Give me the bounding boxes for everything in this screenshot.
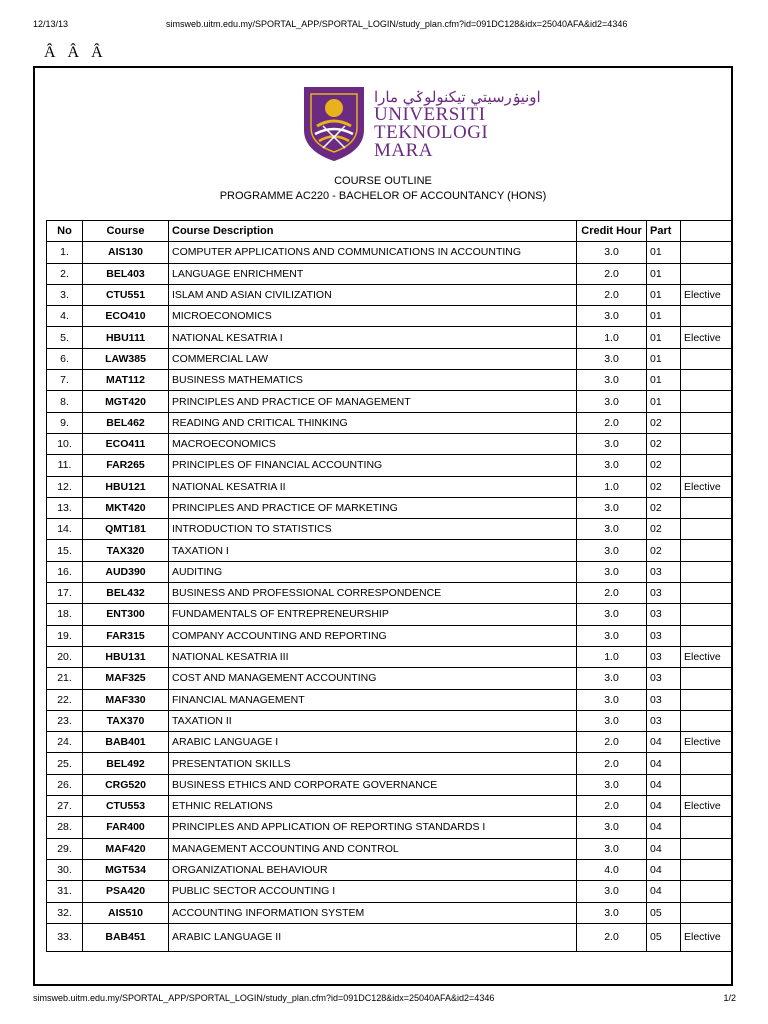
course-description: COMPUTER APPLICATIONS AND COMMUNICATIONS IN ACCOUNTING	[169, 242, 577, 263]
course-outline-frame	[33, 66, 733, 986]
credit-hour: 2.0	[577, 732, 647, 753]
credit-hour: 2.0	[577, 263, 647, 284]
course-code: HBU121	[83, 476, 169, 497]
uitm-crest-icon	[303, 86, 365, 162]
row-no: 11.	[47, 455, 83, 476]
credit-hour: 3.0	[577, 433, 647, 454]
credit-hour: 3.0	[577, 455, 647, 476]
row-no: 28.	[47, 817, 83, 838]
course-code: BEL432	[83, 583, 169, 604]
table-row	[47, 519, 733, 540]
row-no: 9.	[47, 412, 83, 433]
credit-hour: 1.0	[577, 327, 647, 348]
course-code: ECO411	[83, 433, 169, 454]
credit-hour: 3.0	[577, 838, 647, 859]
credit-hour: 3.0	[577, 306, 647, 327]
table-row	[47, 327, 733, 348]
part: 02	[647, 433, 681, 454]
credit-hour: 2.0	[577, 412, 647, 433]
part: 02	[647, 476, 681, 497]
part: 04	[647, 732, 681, 753]
row-no: 7.	[47, 370, 83, 391]
credit-hour: 3.0	[577, 519, 647, 540]
part: 03	[647, 668, 681, 689]
university-wordmark	[374, 88, 541, 160]
course-description: INTRODUCTION TO STATISTICS	[169, 519, 577, 540]
course-note	[681, 817, 733, 838]
row-no: 12.	[47, 476, 83, 497]
course-description: READING AND CRITICAL THINKING	[169, 412, 577, 433]
header-credit-hour: Credit Hour	[577, 221, 647, 242]
course-description: ARABIC LANGUAGE I	[169, 732, 577, 753]
page-number: 1/2	[723, 993, 736, 1003]
part: 03	[647, 561, 681, 582]
course-description: NATIONAL KESATRIA II	[169, 476, 577, 497]
course-note	[681, 391, 733, 412]
table-row	[47, 497, 733, 518]
course-code: BEL492	[83, 753, 169, 774]
table-row	[47, 838, 733, 859]
print-footer	[33, 993, 736, 1003]
table-row	[47, 284, 733, 305]
footer-url: simsweb.uitm.edu.my/SPORTAL_APP/SPORTAL_LOGIN/study_plan.cfm?id=091DC128&idx=25040AFA&id2=4346	[33, 993, 495, 1003]
credit-hour: 3.0	[577, 561, 647, 582]
course-code: ENT300	[83, 604, 169, 625]
course-note: Elective	[681, 732, 733, 753]
course-note	[681, 881, 733, 902]
course-note	[681, 433, 733, 454]
row-no: 14.	[47, 519, 83, 540]
part: 03	[647, 689, 681, 710]
course-description: BUSINESS MATHEMATICS	[169, 370, 577, 391]
course-note	[681, 753, 733, 774]
table-header-row	[47, 221, 733, 242]
part: 02	[647, 455, 681, 476]
course-description: FUNDAMENTALS OF ENTREPRENEURSHIP	[169, 604, 577, 625]
print-url: simsweb.uitm.edu.my/SPORTAL_APP/SPORTAL_LOGIN/study_plan.cfm?id=091DC128&idx=25040AFA&id2=4346	[166, 19, 628, 29]
part: 04	[647, 817, 681, 838]
course-code: MGT420	[83, 391, 169, 412]
table-row	[47, 455, 733, 476]
credit-hour: 3.0	[577, 902, 647, 923]
course-code: BAB451	[83, 923, 169, 951]
course-code: CTU551	[83, 284, 169, 305]
course-note	[681, 412, 733, 433]
course-note	[681, 710, 733, 731]
course-note	[681, 540, 733, 561]
university-name-line2: TEKNOLOGI	[374, 122, 489, 143]
row-no: 8.	[47, 391, 83, 412]
course-code: PSA420	[83, 881, 169, 902]
course-note: Elective	[681, 284, 733, 305]
row-no: 5.	[47, 327, 83, 348]
course-description: MACROECONOMICS	[169, 433, 577, 454]
course-note	[681, 689, 733, 710]
course-code: CRG520	[83, 774, 169, 795]
university-name-line3: MARA	[374, 140, 434, 161]
course-note	[681, 774, 733, 795]
course-code: BEL403	[83, 263, 169, 284]
course-code: MAT112	[83, 370, 169, 391]
course-note: Elective	[681, 327, 733, 348]
course-description: FINANCIAL MANAGEMENT	[169, 689, 577, 710]
table-row	[47, 433, 733, 454]
university-name-line1: UNIVERSITI	[374, 104, 486, 125]
table-row	[47, 370, 733, 391]
course-description: MANAGEMENT ACCOUNTING AND CONTROL	[169, 838, 577, 859]
table-row	[47, 540, 733, 561]
credit-hour: 3.0	[577, 348, 647, 369]
course-note	[681, 604, 733, 625]
course-code: AIS130	[83, 242, 169, 263]
row-no: 23.	[47, 710, 83, 731]
table-row	[47, 604, 733, 625]
row-no: 3.	[47, 284, 83, 305]
course-code: MAF330	[83, 689, 169, 710]
table-row	[47, 625, 733, 646]
course-description: PRINCIPLES AND PRACTICE OF MARKETING	[169, 497, 577, 518]
course-description: PRINCIPLES AND APPLICATION OF REPORTING STANDARDS I	[169, 817, 577, 838]
row-no: 22.	[47, 689, 83, 710]
course-code: FAR400	[83, 817, 169, 838]
course-code: CTU553	[83, 796, 169, 817]
table-row	[47, 583, 733, 604]
course-code: MAF325	[83, 668, 169, 689]
row-no: 17.	[47, 583, 83, 604]
part: 01	[647, 391, 681, 412]
table-row	[47, 561, 733, 582]
row-no: 30.	[47, 859, 83, 880]
course-note	[681, 625, 733, 646]
course-note: Elective	[681, 796, 733, 817]
header-no: No	[47, 221, 83, 242]
course-code: ECO410	[83, 306, 169, 327]
row-no: 26.	[47, 774, 83, 795]
document-title: COURSE OUTLINE	[334, 175, 432, 187]
part: 02	[647, 412, 681, 433]
credit-hour: 2.0	[577, 583, 647, 604]
row-no: 10.	[47, 433, 83, 454]
credit-hour: 3.0	[577, 497, 647, 518]
course-code: HBU111	[83, 327, 169, 348]
header-course: Course	[83, 221, 169, 242]
course-note	[681, 583, 733, 604]
course-note	[681, 902, 733, 923]
row-no: 16.	[47, 561, 83, 582]
row-no: 20.	[47, 646, 83, 667]
part: 01	[647, 242, 681, 263]
credit-hour: 2.0	[577, 284, 647, 305]
part: 04	[647, 753, 681, 774]
table-row	[47, 710, 733, 731]
course-code: FAR265	[83, 455, 169, 476]
course-description: TAXATION II	[169, 710, 577, 731]
credit-hour: 2.0	[577, 796, 647, 817]
table-row	[47, 817, 733, 838]
credit-hour: 3.0	[577, 391, 647, 412]
course-code: LAW385	[83, 348, 169, 369]
course-description: ACCOUNTING INFORMATION SYSTEM	[169, 902, 577, 923]
document-titles	[35, 174, 731, 204]
course-description: PRESENTATION SKILLS	[169, 753, 577, 774]
course-code: MKT420	[83, 497, 169, 518]
credit-hour: 3.0	[577, 774, 647, 795]
header-part: Part	[647, 221, 681, 242]
course-code: HBU131	[83, 646, 169, 667]
row-no: 6.	[47, 348, 83, 369]
course-description: AUDITING	[169, 561, 577, 582]
course-description: TAXATION I	[169, 540, 577, 561]
course-note: Elective	[681, 646, 733, 667]
credit-hour: 3.0	[577, 242, 647, 263]
course-note	[681, 263, 733, 284]
course-description: BUSINESS ETHICS AND CORPORATE GOVERNANCE	[169, 774, 577, 795]
course-code: MGT534	[83, 859, 169, 880]
part: 03	[647, 604, 681, 625]
table-row	[47, 668, 733, 689]
credit-hour: 3.0	[577, 817, 647, 838]
table-row	[47, 306, 733, 327]
university-logo	[35, 86, 731, 164]
credit-hour: 2.0	[577, 753, 647, 774]
course-description: ARABIC LANGUAGE II	[169, 923, 577, 951]
credit-hour: 1.0	[577, 646, 647, 667]
row-no: 4.	[47, 306, 83, 327]
table-row	[47, 753, 733, 774]
part: 02	[647, 519, 681, 540]
table-row	[47, 796, 733, 817]
part: 04	[647, 881, 681, 902]
part: 04	[647, 838, 681, 859]
credit-hour: 3.0	[577, 668, 647, 689]
course-description: NATIONAL KESATRIA III	[169, 646, 577, 667]
part: 04	[647, 859, 681, 880]
programme-title: PROGRAMME AC220 - BACHELOR OF ACCOUNTANCY (HONS)	[219, 190, 547, 202]
course-code: BAB401	[83, 732, 169, 753]
credit-hour: 1.0	[577, 476, 647, 497]
course-note	[681, 348, 733, 369]
row-no: 13.	[47, 497, 83, 518]
course-note	[681, 455, 733, 476]
table-row	[47, 412, 733, 433]
part: 01	[647, 348, 681, 369]
course-description: BUSINESS AND PROFESSIONAL CORRESPONDENCE	[169, 583, 577, 604]
stray-glyphs: Â Â Â	[44, 44, 107, 61]
course-code: TAX370	[83, 710, 169, 731]
credit-hour: 3.0	[577, 604, 647, 625]
course-code: TAX320	[83, 540, 169, 561]
part: 03	[647, 583, 681, 604]
course-note	[681, 370, 733, 391]
credit-hour: 3.0	[577, 540, 647, 561]
table-row	[47, 774, 733, 795]
row-no: 31.	[47, 881, 83, 902]
row-no: 29.	[47, 838, 83, 859]
course-description: ORGANIZATIONAL BEHAVIOUR	[169, 859, 577, 880]
part: 01	[647, 327, 681, 348]
course-note	[681, 519, 733, 540]
table-row	[47, 263, 733, 284]
course-description: ISLAM AND ASIAN CIVILIZATION	[169, 284, 577, 305]
course-code: FAR315	[83, 625, 169, 646]
part: 01	[647, 370, 681, 391]
course-description: COST AND MANAGEMENT ACCOUNTING	[169, 668, 577, 689]
table-row	[47, 391, 733, 412]
row-no: 25.	[47, 753, 83, 774]
row-no: 15.	[47, 540, 83, 561]
course-note	[681, 242, 733, 263]
course-code: AIS510	[83, 902, 169, 923]
part: 01	[647, 263, 681, 284]
row-no: 21.	[47, 668, 83, 689]
part: 02	[647, 497, 681, 518]
part: 03	[647, 710, 681, 731]
course-note	[681, 497, 733, 518]
course-table	[46, 220, 733, 952]
course-note	[681, 838, 733, 859]
table-row	[47, 902, 733, 923]
credit-hour: 3.0	[577, 710, 647, 731]
table-row	[47, 348, 733, 369]
row-no: 18.	[47, 604, 83, 625]
credit-hour: 4.0	[577, 859, 647, 880]
part: 01	[647, 284, 681, 305]
course-description: COMMERCIAL LAW	[169, 348, 577, 369]
table-row	[47, 646, 733, 667]
table-row	[47, 242, 733, 263]
row-no: 1.	[47, 242, 83, 263]
part: 04	[647, 774, 681, 795]
course-description: LANGUAGE ENRICHMENT	[169, 263, 577, 284]
university-jawi: اونيۏرسيتي تيكنولوݢي مارا	[374, 88, 541, 106]
print-date: 12/13/13	[33, 19, 69, 29]
table-row	[47, 732, 733, 753]
course-note	[681, 306, 733, 327]
row-no: 33.	[47, 923, 83, 951]
credit-hour: 3.0	[577, 625, 647, 646]
course-description: PRINCIPLES AND PRACTICE OF MANAGEMENT	[169, 391, 577, 412]
row-no: 2.	[47, 263, 83, 284]
course-description: ETHNIC RELATIONS	[169, 796, 577, 817]
course-code: BEL462	[83, 412, 169, 433]
row-no: 24.	[47, 732, 83, 753]
header-note	[681, 221, 733, 242]
part: 03	[647, 646, 681, 667]
course-description: PUBLIC SECTOR ACCOUNTING I	[169, 881, 577, 902]
part: 05	[647, 923, 681, 951]
table-row	[47, 859, 733, 880]
course-code: AUD390	[83, 561, 169, 582]
part: 01	[647, 306, 681, 327]
course-description: COMPANY ACCOUNTING AND REPORTING	[169, 625, 577, 646]
part: 05	[647, 902, 681, 923]
row-no: 19.	[47, 625, 83, 646]
credit-hour: 2.0	[577, 923, 647, 951]
course-note	[681, 561, 733, 582]
course-note	[681, 859, 733, 880]
course-description: NATIONAL KESATRIA I	[169, 327, 577, 348]
table-row	[47, 476, 733, 497]
course-note: Elective	[681, 476, 733, 497]
part: 02	[647, 540, 681, 561]
table-row	[47, 923, 733, 951]
part: 03	[647, 625, 681, 646]
table-row	[47, 881, 733, 902]
credit-hour: 3.0	[577, 370, 647, 391]
credit-hour: 3.0	[577, 689, 647, 710]
table-row	[47, 689, 733, 710]
row-no: 32.	[47, 902, 83, 923]
part: 04	[647, 796, 681, 817]
course-note	[681, 668, 733, 689]
credit-hour: 3.0	[577, 881, 647, 902]
row-no: 27.	[47, 796, 83, 817]
course-description: PRINCIPLES OF FINANCIAL ACCOUNTING	[169, 455, 577, 476]
course-code: MAF420	[83, 838, 169, 859]
course-note: Elective	[681, 923, 733, 951]
course-description: MICROECONOMICS	[169, 306, 577, 327]
course-code: QMT181	[83, 519, 169, 540]
header-description: Course Description	[169, 221, 577, 242]
